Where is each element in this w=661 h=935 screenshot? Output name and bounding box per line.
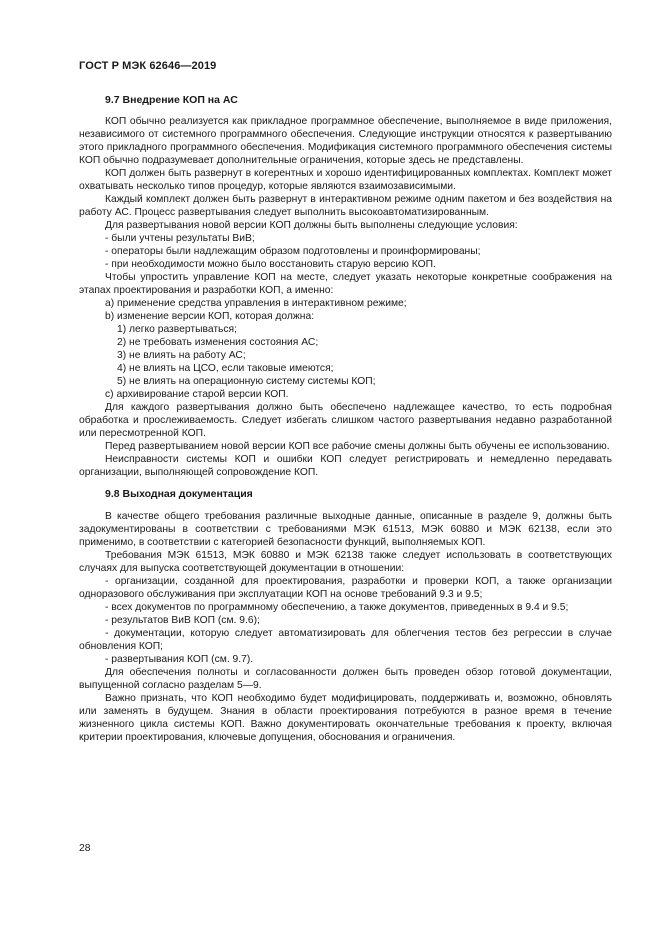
list-item-a: a) применение средства управления в интерактивном режиме; (105, 298, 407, 309)
paragraph: В качестве общего требования различные выходные данные, описанные в разделе 9, должны быть задокументированы в соответствии с требованиями МЭК 61513, МЭК 60880 и МЭК 62138, если это применимо, в соответствии с категорией безопасности функций, выполняемых КОП. (79, 511, 612, 548)
list-item: - были учтены результаты ВиВ; (105, 233, 255, 244)
list-item: - результатов ВиВ КОП (см. 9.6); (105, 615, 260, 626)
paragraph: Важно признать, что КОП необходимо будет модифицировать, поддерживать и, возможно, обновлять или заменять в будущем. Знания в области проектирования потребуются в разное время в течение жизненного цикла системы КОП. Важно документировать окончательные требования к проекту, включая критерии проектирования, ключевые допущения, обоснования и ограничения. (79, 693, 612, 743)
list-item-c: c) архивирование старой версии КОП. (105, 389, 289, 400)
sub-list-item: 5) не влиять на операционную систему системы КОП; (117, 376, 376, 387)
list-item: - развертывания КОП (см. 9.7). (105, 654, 254, 665)
sub-list-item: 3) не влиять на работу АС; (117, 350, 246, 361)
section-heading-9-7: 9.7 Внедрение КОП на АС (105, 94, 238, 106)
sub-list-item: 1) легко развертываться; (117, 324, 237, 335)
paragraph: Каждый комплект должен быть развернут в интерактивном режиме одним пакетом и без воздействия на работу АС. Процесс развертывания следует выполнить высокоавтоматизированным. (79, 194, 612, 218)
paragraph: Перед развертыванием новой версии КОП все рабочие смены должны быть обучены ее использованию. (105, 441, 610, 452)
paragraph: Чтобы упростить управление КОП на месте, следует указать некоторые конкретные соображения на этапах проектирования и разработки КОП, а именно: (79, 272, 612, 296)
document-id-header: ГОСТ Р МЭК 62646—2019 (79, 60, 217, 72)
list-item: - всех документов по программному обеспечению, а также документов, приведенных в 9.4 и 9.5; (105, 602, 569, 613)
section-heading-9-8: 9.8 Выходная документация (105, 488, 253, 500)
paragraph: КОП должен быть развернут в когерентных и хорошо идентифицированных комплектах. Комплект может охватывать несколько типов процедур, которые являются взаимозависимыми. (79, 168, 612, 192)
list-item: - при необходимости можно было восстановить старую версию КОП. (105, 259, 436, 270)
sub-list-item: 4) не влиять на ЦСО, если таковые имеются; (117, 363, 334, 374)
list-item: - операторы были надлежащим образом подготовлены и проинформированы; (105, 246, 481, 257)
list-item: - организации, созданной для проектирования, разработки и проверки КОП, а также организации одноразового обслуживания при эксплуатации КОП на основе требований 9.3 и 9.5; (79, 576, 612, 600)
paragraph: Для каждого развертывания должно быть обеспечено надлежащее качество, то есть подробная обработка и прослеживаемость. Следует избегать слишком частого развертывания недавно разработанной или пересмотренной КОП. (79, 402, 612, 439)
paragraph: Для обеспечения полноты и согласованности должен быть проведен обзор готовой документации, выпущенной согласно разделам 5—9. (79, 667, 612, 691)
paragraph: Для развертывания новой версии КОП должны быть выполнены следующие условия: (105, 220, 518, 231)
page-number: 28 (79, 843, 91, 854)
list-item: - документации, которую следует автоматизировать для облегчения тестов без регрессии в случае обновления КОП; (79, 628, 612, 652)
sub-list-item: 2) не требовать изменения состояния АС; (117, 337, 319, 348)
paragraph: Требования МЭК 61513, МЭК 60880 и МЭК 62138 также следует использовать в соответствующих случаях для выпуска соответствующей документации в отношении: (79, 550, 612, 574)
paragraph: Неисправности системы КОП и ошибки КОП следует регистрировать и немедленно передавать организации, выполняющей сопровождение КОП. (79, 454, 612, 478)
page-body (79, 94, 612, 744)
paragraph: КОП обычно реализуется как прикладное программное обеспечение, выполняемое в виде приложения, независимого от системного программного обеспечения. Следующие инструкции относятся к развертыванию этого прикладного программного обеспечения. Модификация системного программного обеспечения системы КОП обычно подразумевает дополнительные ограничения, которые здесь не представлены. (79, 116, 612, 166)
list-item-b: b) изменение версии КОП, которая должна: (105, 311, 315, 322)
